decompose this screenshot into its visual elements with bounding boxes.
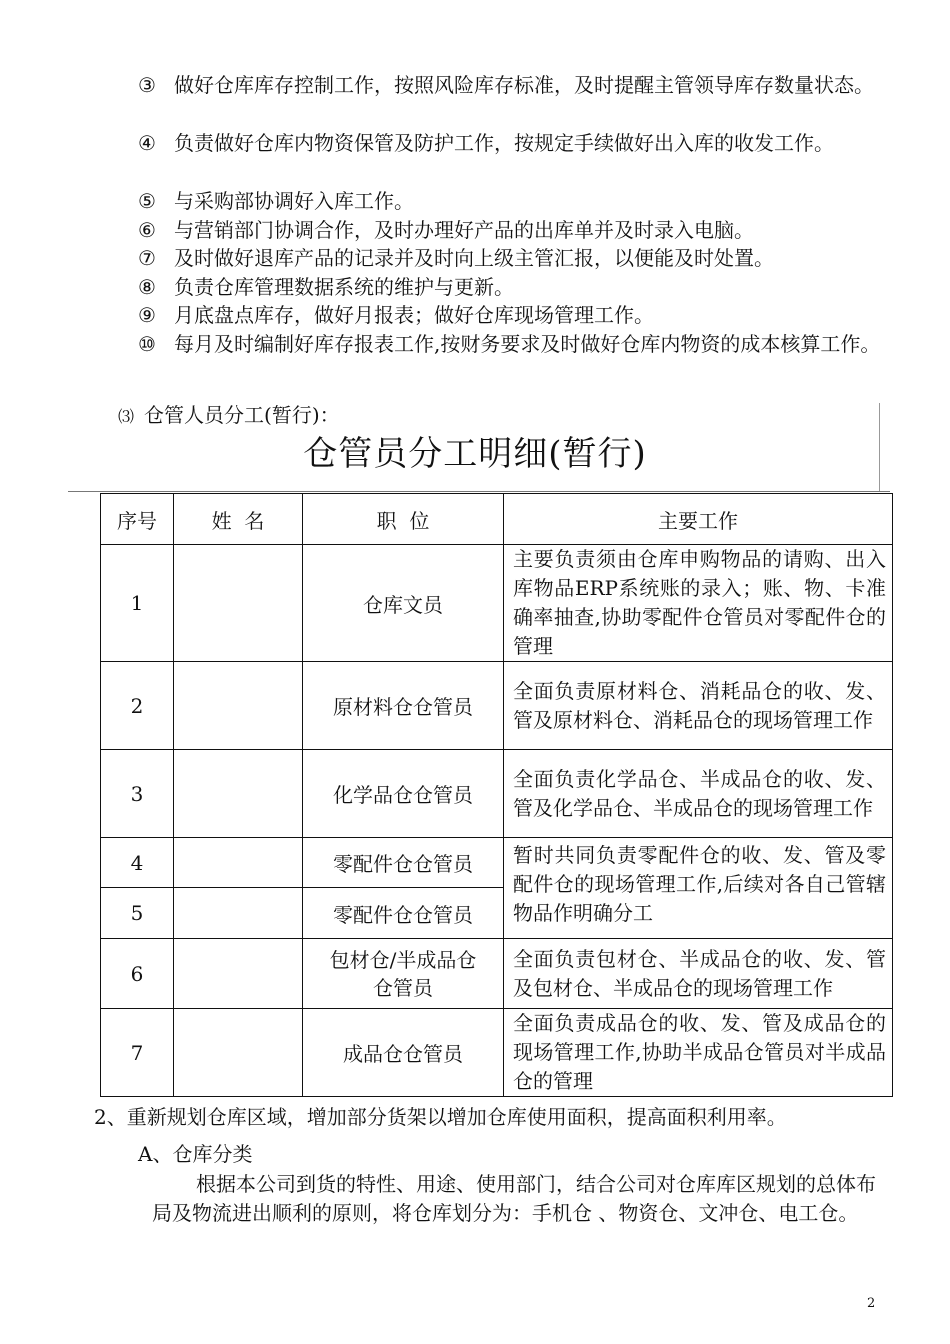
row-work: 全面负责包材仓、半成品仓的收、发、管及包材仓、半成品仓的现场管理工作 — [504, 939, 893, 1009]
table-row — [101, 750, 893, 838]
table-row — [101, 1009, 893, 1097]
subsection-heading — [118, 402, 340, 430]
divider-horizontal — [68, 491, 890, 492]
row-no: 3 — [101, 750, 174, 838]
duty-item-3 — [138, 72, 883, 99]
section-2-heading: 2、重新规划仓库区域，增加部分货架以增加仓库使用面积，提高面积利用率。 — [94, 1105, 787, 1129]
row-position: 零配件仓仓管员 — [303, 838, 504, 888]
row-position: 仓库文员 — [303, 545, 504, 662]
table-title: 仓管员分工明细(暂行) — [303, 434, 647, 474]
header-no: 序号 — [101, 494, 174, 545]
row-no: 2 — [101, 662, 174, 750]
row-name — [174, 1009, 303, 1097]
duty-text: 月底盘点库存，做好月报表；做好仓库现场管理工作。 — [174, 303, 654, 327]
row-no: 4 — [101, 838, 174, 888]
duty-text: 每月及时编制好库存报表工作,按财务要求及时做好仓库内物资的成本核算工作。 — [174, 332, 881, 356]
header-position: 职 位 — [303, 494, 504, 545]
duty-number: ⑨ — [138, 303, 156, 327]
duty-text: 做好仓库库存控制工作，按照风险库存标准，及时提醒主管领导库存数量状态。 — [174, 73, 874, 97]
duty-item-8 — [138, 274, 883, 301]
duty-item-10 — [138, 331, 883, 358]
row-work: 全面负责原材料仓、消耗品仓的收、发、管及原材料仓、消耗品仓的现场管理工作 — [504, 662, 893, 750]
duty-number: ④ — [138, 131, 156, 155]
duty-number: ⑧ — [138, 275, 156, 299]
duty-item-4 — [138, 130, 883, 157]
duty-number: ⑩ — [138, 332, 156, 356]
duty-item-6 — [138, 217, 883, 244]
duty-text: 与采购部协调好入库工作。 — [174, 189, 414, 213]
duty-item-7 — [138, 245, 883, 272]
row-name — [174, 838, 303, 888]
row-no: 1 — [101, 545, 174, 662]
header-work: 主要工作 — [504, 494, 893, 545]
row-work: 全面负责成品仓的收、发、管及成品仓的现场管理工作,协助半成品仓管员对半成品仓的管理 — [504, 1009, 893, 1097]
row-no: 7 — [101, 1009, 174, 1097]
row-work: 全面负责化学品仓、半成品仓的收、发、管及化学品仓、半成品仓的现场管理工作 — [504, 750, 893, 838]
section-a-heading: A、仓库分类 — [138, 1142, 253, 1166]
subsection-label: 仓管人员分工(暂行)： — [144, 403, 340, 427]
row-position: 零配件仓仓管员 — [303, 888, 504, 939]
table-row — [101, 662, 893, 750]
duty-item-5 — [138, 188, 883, 215]
row-name — [174, 750, 303, 838]
duty-text: 与营销部门协调合作，及时办理好产品的出库单并及时录入电脑。 — [174, 218, 754, 242]
header-name: 姓 名 — [174, 494, 303, 545]
row-name — [174, 662, 303, 750]
table-header-row — [101, 494, 893, 545]
duty-text: 负责仓库管理数据系统的维护与更新。 — [174, 275, 514, 299]
row-no: 6 — [101, 939, 174, 1009]
row-position: 成品仓仓管员 — [303, 1009, 504, 1097]
warehouse-classification-paragraph: 根据本公司到货的特性、用途、使用部门，结合公司对仓库库区规划的总体布局及物流进出顺利的原则，将仓库划分为：手机仓 、物资仓、文冲仓、电工仓。 — [152, 1172, 876, 1225]
duty-number: ⑤ — [138, 189, 156, 213]
duty-text: 负责做好仓库内物资保管及防护工作，按规定手续做好出入库的收发工作。 — [174, 131, 834, 155]
duty-item-9 — [138, 302, 883, 329]
row-position: 化学品仓仓管员 — [303, 750, 504, 838]
duty-number: ⑦ — [138, 246, 156, 270]
row-name — [174, 888, 303, 939]
duty-text: 及时做好退库产品的记录并及时向上级主管汇报，以便能及时处置。 — [174, 246, 774, 270]
staff-duty-table — [100, 493, 893, 1097]
page-number: 2 — [867, 1296, 876, 1311]
subsection-prefix: ⑶ — [118, 407, 135, 426]
table-row — [101, 939, 893, 1009]
table-row — [101, 545, 893, 662]
row-position: 原材料仓仓管员 — [303, 662, 504, 750]
row-position: 包材仓/半成品仓仓管员 — [303, 939, 504, 1009]
row-work-merged: 暂时共同负责零配件仓的收、发、管及零配件仓的现场管理工作,后续对各自己管辖物品作明确分工 — [504, 838, 893, 939]
duty-number: ③ — [138, 73, 156, 97]
row-name — [174, 939, 303, 1009]
table-row — [101, 838, 893, 888]
row-name — [174, 545, 303, 662]
duty-number: ⑥ — [138, 218, 156, 242]
row-work: 主要负责须由仓库申购物品的请购、出入库物品ERP系统账的录入；账、物、卡准确率抽查,协助零配件仓管员对零配件仓的管理 — [504, 545, 893, 662]
row-no: 5 — [101, 888, 174, 939]
